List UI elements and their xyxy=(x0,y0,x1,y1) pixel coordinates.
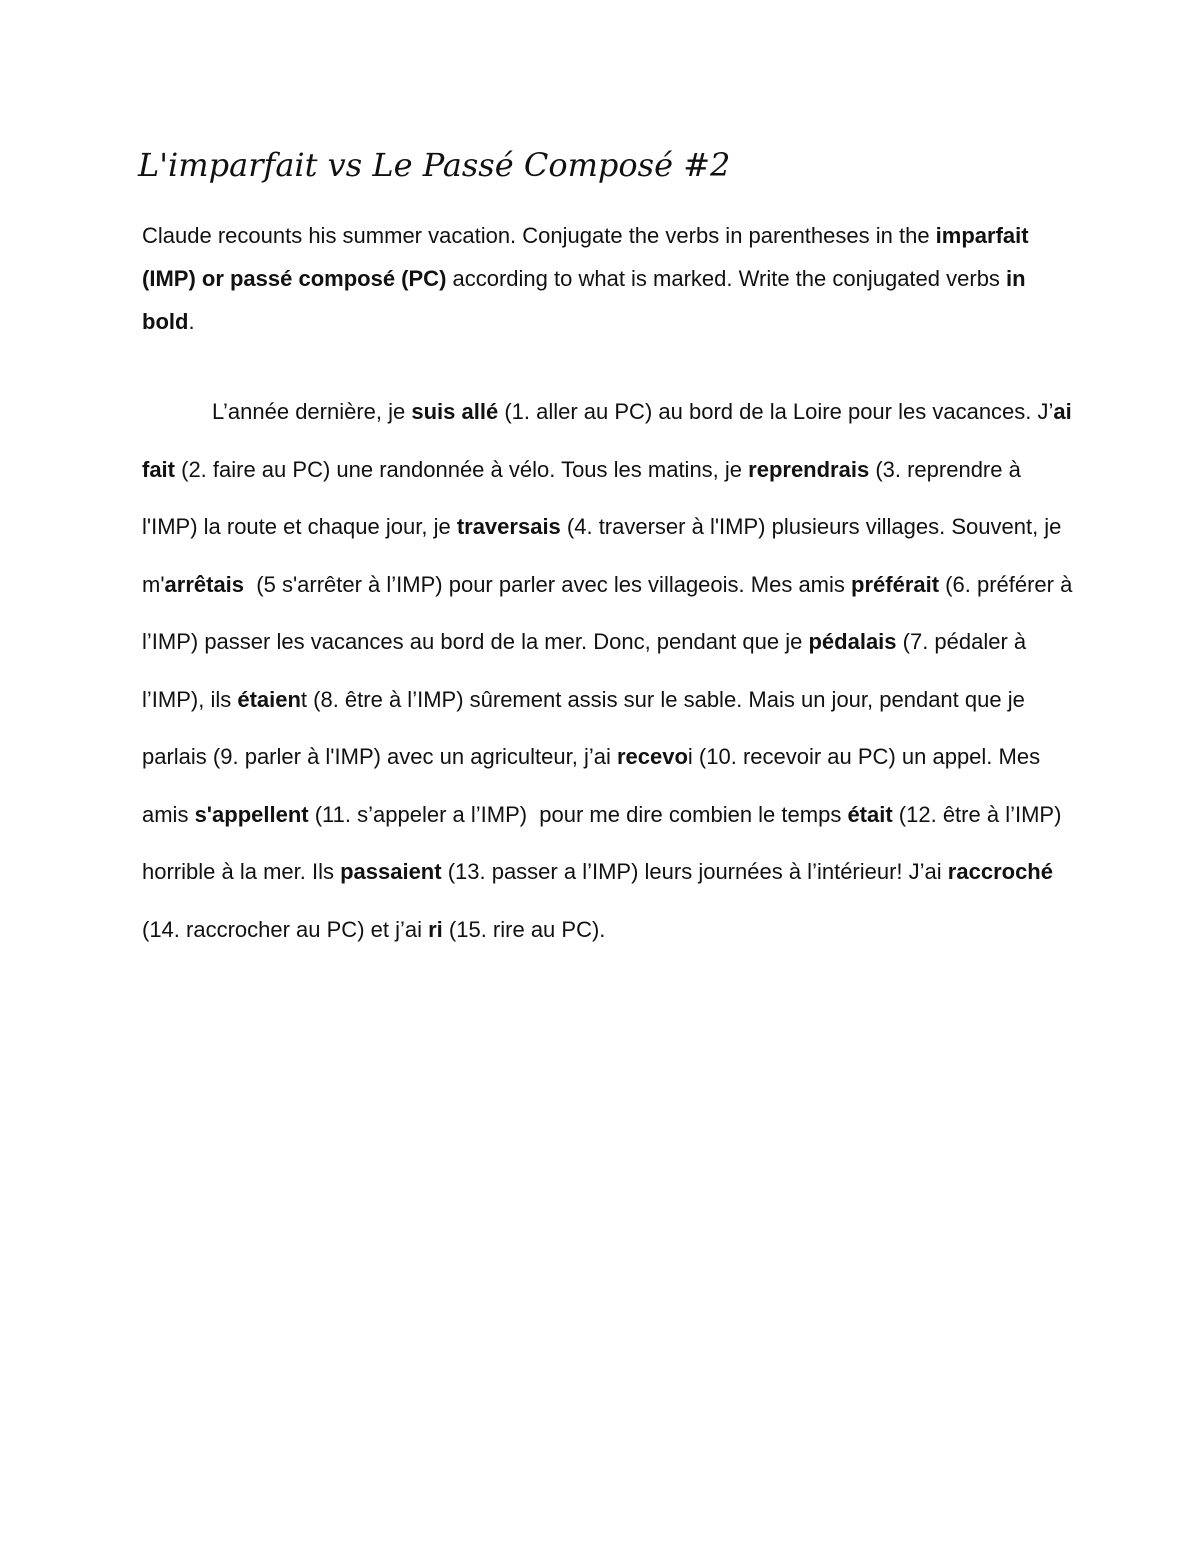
passage-text: (11. s’appeler a l’IMP) pour me dire combien le temps xyxy=(308,801,848,827)
instructions-emphasis: imparfait (IMP) or passé composé (PC) xyxy=(142,223,1029,291)
conjugated-verb: ri xyxy=(428,916,443,942)
exercise-passage xyxy=(142,383,1077,958)
conjugated-verb: arrêtais xyxy=(164,571,245,597)
conjugated-verb: traversais xyxy=(456,514,561,539)
conjugated-verb: passaient xyxy=(340,859,442,884)
instructions-paragraph xyxy=(142,214,1077,343)
conjugated-verb: était xyxy=(847,801,893,827)
document-title: L'imparfait vs Le Passé Composé #2 xyxy=(138,146,731,184)
passage-text: (4. traverser à l'IMP) plusieurs villages. Souvent, je m' xyxy=(142,514,1062,597)
conjugated-verb: ai fait xyxy=(142,399,1072,482)
conjugated-verb: pédalais xyxy=(808,629,897,654)
passage-text: t (8. être à l’IMP) sûrement assis sur le sable. Mais un jour, pendant que je parlais (9. parler à l'IMP) avec un agriculteur, j’ai xyxy=(142,686,1025,769)
conjugated-verb: suis allé xyxy=(411,399,499,424)
passage-text: L’année dernière, je xyxy=(212,399,412,424)
passage-text: (1. aller au PC) au bord de la Loire pour les vacances. J’ xyxy=(498,399,1054,424)
passage-text: i (10. recevoir au PC) un appel. Mes amis xyxy=(142,744,1041,827)
conjugated-verb: raccroché xyxy=(947,859,1053,884)
passage-text: (14. raccrocher au PC) et j’ai xyxy=(142,916,429,942)
passage-text: (2. faire au PC) une randonnée à vélo. Tous les matins, je xyxy=(175,456,749,482)
passage-text: (6. préférer à l’IMP) passer les vacances au bord de la mer. Donc, pendant que je xyxy=(142,571,1073,654)
conjugated-verb: reprendrais xyxy=(748,456,870,482)
passage-text: (15. rire au PC). xyxy=(442,916,606,942)
passage-text: (7. pédaler à l’IMP), ils xyxy=(142,629,1027,712)
instructions-text: according to what is marked. Write the conjugated verbs xyxy=(446,266,1007,291)
passage-text: (13. passer a l’IMP) leurs journées à l’intérieur! J’ai xyxy=(441,859,948,884)
instructions-text: Claude recounts his summer vacation. Conjugate the verbs in parentheses in the xyxy=(142,223,936,248)
conjugated-verb: étaien xyxy=(237,686,301,712)
passage-text: (3. reprendre à l'IMP) la route et chaque jour, je xyxy=(142,456,1021,539)
conjugated-verb: préférait xyxy=(851,571,940,597)
conjugated-verb: recevo xyxy=(616,744,688,769)
instructions-emphasis: in bold xyxy=(142,266,1026,334)
conjugated-verb: s'appellent xyxy=(194,801,309,827)
instructions-text: . xyxy=(188,309,195,334)
passage-text: (12. être à l’IMP) horrible à la mer. Ils xyxy=(142,801,1062,884)
passage-text: (5 s'arrêter à l’IMP) pour parler avec les villageois. Mes amis xyxy=(244,571,852,597)
